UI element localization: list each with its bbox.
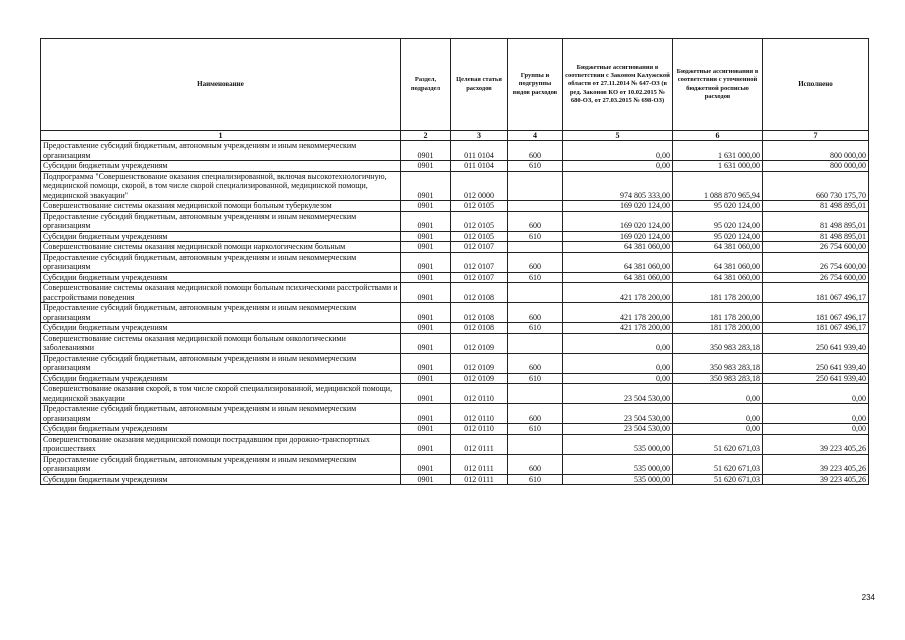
table-row [41, 272, 869, 283]
row-section: 0901 [401, 201, 451, 212]
table-row [41, 323, 869, 334]
row-assign-law: 0,00 [563, 333, 673, 353]
header-name: Наименование [41, 39, 401, 131]
row-target: 012 0108 [451, 283, 508, 303]
row-assign-law: 421 178 200,00 [563, 303, 673, 323]
row-executed: 250 641 939,40 [763, 353, 869, 373]
row-section: 0901 [401, 353, 451, 373]
row-executed: 181 067 496,17 [763, 323, 869, 334]
row-section: 0901 [401, 231, 451, 242]
table-row [41, 434, 869, 454]
row-assign-law: 169 020 124,00 [563, 231, 673, 242]
row-name: Субсидии бюджетным учреждениям [41, 231, 401, 242]
row-assign-updated: 350 983 283,18 [673, 353, 763, 373]
row-target: 012 0111 [451, 434, 508, 454]
row-section: 0901 [401, 323, 451, 334]
row-target: 012 0109 [451, 353, 508, 373]
row-name: Подпрограмма "Совершенствование оказания специализированной, включая высокотехнологичную, медицинской помощи, скорой, в том числе скорой специализированной, медицинской помощи, медицинской эвакуации" [41, 171, 401, 201]
row-group: 600 [508, 252, 563, 272]
table-row [41, 171, 869, 201]
row-name: Предоставление субсидий бюджетным, автономным учреждениям и иным некоммерческим организациям [41, 303, 401, 323]
row-executed: 26 754 600,00 [763, 242, 869, 253]
row-assign-law: 535 000,00 [563, 434, 673, 454]
row-target: 012 0107 [451, 242, 508, 253]
row-target: 011 0104 [451, 141, 508, 161]
row-assign-updated: 1 088 870 965,94 [673, 171, 763, 201]
row-target: 012 0110 [451, 424, 508, 435]
row-name: Совершенствование оказания скорой, в том числе скорой специализированной, медицинской помощи, медицинской эвакуации [41, 384, 401, 404]
row-assign-updated: 1 631 000,00 [673, 161, 763, 172]
table-row [41, 303, 869, 323]
row-section: 0901 [401, 333, 451, 353]
row-assign-updated: 181 178 200,00 [673, 323, 763, 334]
row-assign-law: 974 805 333,00 [563, 171, 673, 201]
header-group: Группы и подгруппы видов расходов [508, 39, 563, 131]
row-section: 0901 [401, 171, 451, 201]
row-section: 0901 [401, 211, 451, 231]
row-assign-law: 64 381 060,00 [563, 272, 673, 283]
row-group: 600 [508, 141, 563, 161]
row-section: 0901 [401, 404, 451, 424]
column-number: 7 [763, 131, 869, 141]
page-number: 234 [861, 593, 875, 602]
row-executed: 800 000,00 [763, 161, 869, 172]
row-name: Предоставление субсидий бюджетным, автономным учреждениям и иным некоммерческим организациям [41, 252, 401, 272]
row-assign-law: 0,00 [563, 373, 673, 384]
row-name: Субсидии бюджетным учреждениям [41, 161, 401, 172]
row-executed: 250 641 939,40 [763, 333, 869, 353]
row-target: 012 0107 [451, 272, 508, 283]
row-target: 012 0108 [451, 303, 508, 323]
row-name: Совершенствование системы оказания медицинской помощи больным психическими расстройствами и расстройствами поведения [41, 283, 401, 303]
row-section: 0901 [401, 474, 451, 485]
row-section: 0901 [401, 303, 451, 323]
row-assign-law: 0,00 [563, 161, 673, 172]
row-group: 610 [508, 231, 563, 242]
row-name: Предоставление субсидий бюджетным, автономным учреждениям и иным некоммерческим организациям [41, 353, 401, 373]
row-assign-updated: 0,00 [673, 384, 763, 404]
row-name: Субсидии бюджетным учреждениям [41, 373, 401, 384]
row-executed: 0,00 [763, 404, 869, 424]
table-row [41, 474, 869, 485]
row-target: 012 0105 [451, 211, 508, 231]
row-name: Предоставление субсидий бюджетным, автономным учреждениям и иным некоммерческим организациям [41, 454, 401, 474]
table-row [41, 283, 869, 303]
row-name: Совершенствование оказания медицинской помощи пострадавшим при дорожно-транспортных происшествиях [41, 434, 401, 454]
row-assign-updated: 95 020 124,00 [673, 211, 763, 231]
row-assign-updated: 64 381 060,00 [673, 252, 763, 272]
table-row [41, 373, 869, 384]
row-name: Совершенствование системы оказания медицинской помощи больным онкологическими заболеваниями [41, 333, 401, 353]
table-row [41, 141, 869, 161]
row-target: 012 0105 [451, 231, 508, 242]
row-target: 012 0109 [451, 333, 508, 353]
table-row [41, 454, 869, 474]
budget-table [40, 38, 869, 485]
row-assign-law: 64 381 060,00 [563, 242, 673, 253]
row-group: 600 [508, 303, 563, 323]
row-assign-updated: 51 620 671,03 [673, 434, 763, 454]
row-executed: 81 498 895,01 [763, 201, 869, 212]
row-target: 012 0105 [451, 201, 508, 212]
row-section: 0901 [401, 384, 451, 404]
row-executed: 0,00 [763, 424, 869, 435]
row-group: 600 [508, 404, 563, 424]
row-assign-updated: 1 631 000,00 [673, 141, 763, 161]
header-executed: Исполнено [763, 39, 869, 131]
row-group [508, 384, 563, 404]
row-executed: 250 641 939,40 [763, 373, 869, 384]
column-number: 6 [673, 131, 763, 141]
row-assign-updated: 51 620 671,03 [673, 474, 763, 485]
row-assign-law: 23 504 530,00 [563, 404, 673, 424]
table-row [41, 424, 869, 435]
row-assign-updated: 350 983 283,18 [673, 333, 763, 353]
row-assign-updated: 51 620 671,03 [673, 454, 763, 474]
row-assign-updated: 64 381 060,00 [673, 272, 763, 283]
row-group: 610 [508, 424, 563, 435]
row-executed: 660 730 175,70 [763, 171, 869, 201]
row-assign-law: 421 178 200,00 [563, 283, 673, 303]
row-executed: 800 000,00 [763, 141, 869, 161]
row-group [508, 171, 563, 201]
row-name: Субсидии бюджетным учреждениям [41, 424, 401, 435]
row-executed: 0,00 [763, 384, 869, 404]
row-group: 610 [508, 161, 563, 172]
row-executed: 81 498 895,01 [763, 231, 869, 242]
row-name: Совершенствование системы оказания медицинской помощи больным туберкулезом [41, 201, 401, 212]
table-row [41, 211, 869, 231]
column-number: 3 [451, 131, 508, 141]
row-executed: 181 067 496,17 [763, 303, 869, 323]
row-executed: 81 498 895,01 [763, 211, 869, 231]
row-assign-updated: 64 381 060,00 [673, 242, 763, 253]
row-name: Субсидии бюджетным учреждениям [41, 474, 401, 485]
header-target: Целевая статья расходов [451, 39, 508, 131]
row-target: 012 0000 [451, 171, 508, 201]
column-number-row [41, 131, 869, 141]
table-body [41, 141, 869, 485]
row-target: 012 0111 [451, 454, 508, 474]
row-assign-updated: 350 983 283,18 [673, 373, 763, 384]
row-group [508, 283, 563, 303]
table-row [41, 333, 869, 353]
table-row [41, 404, 869, 424]
row-assign-law: 535 000,00 [563, 474, 673, 485]
table-row [41, 231, 869, 242]
row-target: 012 0109 [451, 373, 508, 384]
row-assign-updated: 181 178 200,00 [673, 283, 763, 303]
table-row [41, 353, 869, 373]
row-section: 0901 [401, 283, 451, 303]
row-group: 610 [508, 272, 563, 283]
row-group: 610 [508, 323, 563, 334]
row-section: 0901 [401, 454, 451, 474]
row-assign-law: 23 504 530,00 [563, 384, 673, 404]
row-assign-law: 64 381 060,00 [563, 252, 673, 272]
header-section: Раздел, подраздел [401, 39, 451, 131]
row-assign-law: 23 504 530,00 [563, 424, 673, 435]
row-section: 0901 [401, 161, 451, 172]
row-assign-updated: 181 178 200,00 [673, 303, 763, 323]
row-assign-updated: 95 020 124,00 [673, 231, 763, 242]
row-assign-law: 421 178 200,00 [563, 323, 673, 334]
column-number: 2 [401, 131, 451, 141]
row-assign-updated: 0,00 [673, 424, 763, 435]
row-executed: 26 754 600,00 [763, 272, 869, 283]
header-assign-law: Бюджетные ассигнования в соответствии с Законом Калужской области от 27.11.2014 № 647-ОЗ (в ред. Законов КО от 10.02.2015 № 680-ОЗ, от 27.03.2015 № 698-ОЗ) [563, 39, 673, 131]
column-number: 4 [508, 131, 563, 141]
row-target: 012 0111 [451, 474, 508, 485]
row-group [508, 434, 563, 454]
row-section: 0901 [401, 252, 451, 272]
row-group: 600 [508, 211, 563, 231]
row-assign-law: 0,00 [563, 141, 673, 161]
row-name: Совершенствование системы оказания медицинской помощи наркологическим больным [41, 242, 401, 253]
row-group [508, 333, 563, 353]
table-row [41, 384, 869, 404]
table-row [41, 252, 869, 272]
column-number: 1 [41, 131, 401, 141]
column-number: 5 [563, 131, 673, 141]
row-target: 012 0107 [451, 252, 508, 272]
row-group: 600 [508, 353, 563, 373]
row-group [508, 242, 563, 253]
row-executed: 39 223 405,26 [763, 454, 869, 474]
row-assign-law: 169 020 124,00 [563, 211, 673, 231]
row-name: Предоставление субсидий бюджетным, автономным учреждениям и иным некоммерческим организациям [41, 211, 401, 231]
row-group: 610 [508, 474, 563, 485]
row-executed: 39 223 405,26 [763, 474, 869, 485]
row-section: 0901 [401, 242, 451, 253]
row-group: 600 [508, 454, 563, 474]
row-target: 011 0104 [451, 161, 508, 172]
row-executed: 39 223 405,26 [763, 434, 869, 454]
row-executed: 181 067 496,17 [763, 283, 869, 303]
table-row [41, 201, 869, 212]
table-row [41, 161, 869, 172]
row-name: Субсидии бюджетным учреждениям [41, 272, 401, 283]
row-assign-updated: 95 020 124,00 [673, 201, 763, 212]
table-header-row [41, 39, 869, 131]
row-section: 0901 [401, 434, 451, 454]
row-executed: 26 754 600,00 [763, 252, 869, 272]
row-target: 012 0110 [451, 404, 508, 424]
row-section: 0901 [401, 141, 451, 161]
row-assign-law: 0,00 [563, 353, 673, 373]
row-target: 012 0108 [451, 323, 508, 334]
row-assign-law: 169 020 124,00 [563, 201, 673, 212]
row-assign-updated: 0,00 [673, 404, 763, 424]
row-target: 012 0110 [451, 384, 508, 404]
row-group [508, 201, 563, 212]
row-name: Субсидии бюджетным учреждениям [41, 323, 401, 334]
row-section: 0901 [401, 272, 451, 283]
row-name: Предоставление субсидий бюджетным, автономным учреждениям и иным некоммерческим организациям [41, 404, 401, 424]
row-section: 0901 [401, 424, 451, 435]
row-section: 0901 [401, 373, 451, 384]
row-assign-law: 535 000,00 [563, 454, 673, 474]
row-name: Предоставление субсидий бюджетным, автономным учреждениям и иным некоммерческим организациям [41, 141, 401, 161]
table-row [41, 242, 869, 253]
header-assign-updated: Бюджетные ассигнования в соответствии с уточненной бюджетной росписью расходов [673, 39, 763, 131]
row-group: 610 [508, 373, 563, 384]
